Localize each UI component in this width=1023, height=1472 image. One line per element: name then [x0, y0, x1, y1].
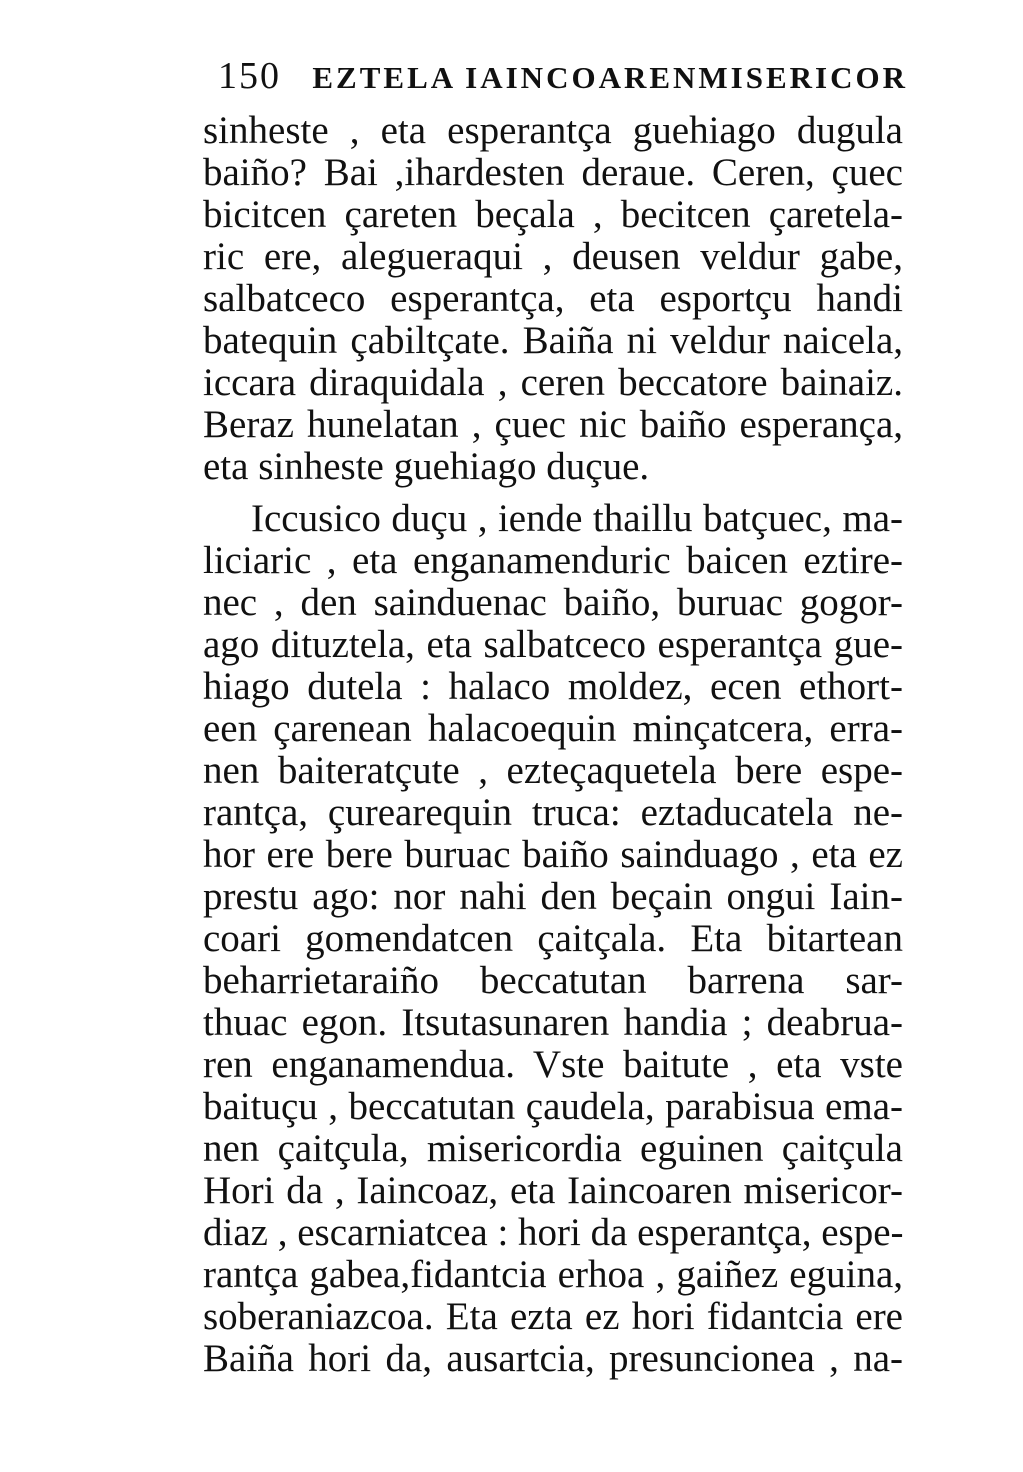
text-line: batequin çabiltçate. Baiña ni veldur naicela, [203, 319, 903, 362]
text-line: bicitcen çareten beçala , becitcen çaretela- [203, 193, 903, 236]
text-line: Iccusico duçu , iende thaillu batçuec, ma- [251, 497, 903, 540]
text-line: eta sinheste guehiago duçue. [203, 445, 650, 488]
text-line: ren enganamendua. Vste baitute , eta vste [203, 1043, 903, 1086]
text-line: soberaniazcoa. Eta ezta ez hori fidantcia ere [203, 1295, 903, 1338]
text-line: prestu ago: nor nahi den beçain ongui Iain- [203, 875, 903, 918]
text-line: baituçu , beccatutan çaudela, parabisua ema- [203, 1085, 903, 1128]
text-line: coari gomendatcen çaitçala. Eta bitartean [203, 917, 903, 960]
running-head [218, 54, 908, 104]
text-line: liciaric , eta enganamenduric baicen eztire- [203, 539, 903, 582]
text-line: nen baiteratçute , ezteçaquetela bere espe- [203, 749, 903, 792]
text-line: baiño? Bai ,ihardesten deraue. Ceren, çuec [203, 151, 903, 194]
text-line: nen çaitçula, misericordia eguinen çaitçula [203, 1127, 903, 1170]
text-line: hor ere bere buruac baiño sainduago , eta ez [203, 833, 903, 876]
text-line: diaz , escarniatcea : hori da esperantça, espe- [203, 1211, 904, 1254]
text-line: een çarenean halacoequin minçatcera, erra- [203, 707, 903, 750]
text-line: Beraz hunelatan , çuec nic baiño esperança, [203, 403, 903, 446]
text-line: sinheste , eta esperantça guehiago dugula [203, 109, 903, 152]
text-line: rantça gabea,fidantcia erhoa , gaiñez eguina, [203, 1253, 903, 1296]
running-title: EZTELA IAINCOARENMISERICOR [312, 60, 908, 95]
text-line: iccara diraquidala , ceren beccatore bainaiz. [203, 361, 903, 404]
text-line: nec , den sainduenac baiño, buruac gogor- [203, 581, 903, 624]
page-number: 150 [218, 55, 281, 97]
text-line: rantça, çurearequin truca: eztaducatela ne- [203, 791, 903, 834]
text-line: hiago dutela : halaco moldez, ecen ethort- [203, 665, 903, 708]
text-line: Hori da , Iaincoaz, eta Iaincoaren misericor- [203, 1169, 903, 1212]
text-line: beharrietaraiño beccatutan barrena sar- [203, 959, 903, 1002]
text-line: salbatceco esperantça, eta esportçu handi [203, 277, 903, 320]
text-line: thuac egon. Itsutasunaren handia ; deabrua- [203, 1001, 903, 1044]
text-line: ago dituztela, eta salbatceco esperantça gue- [203, 623, 903, 666]
text-line: ric ere, alegueraqui , deusen veldur gabe, [203, 235, 903, 278]
text-line: Baiña hori da, ausartcia, presuncionea , na- [203, 1337, 903, 1380]
